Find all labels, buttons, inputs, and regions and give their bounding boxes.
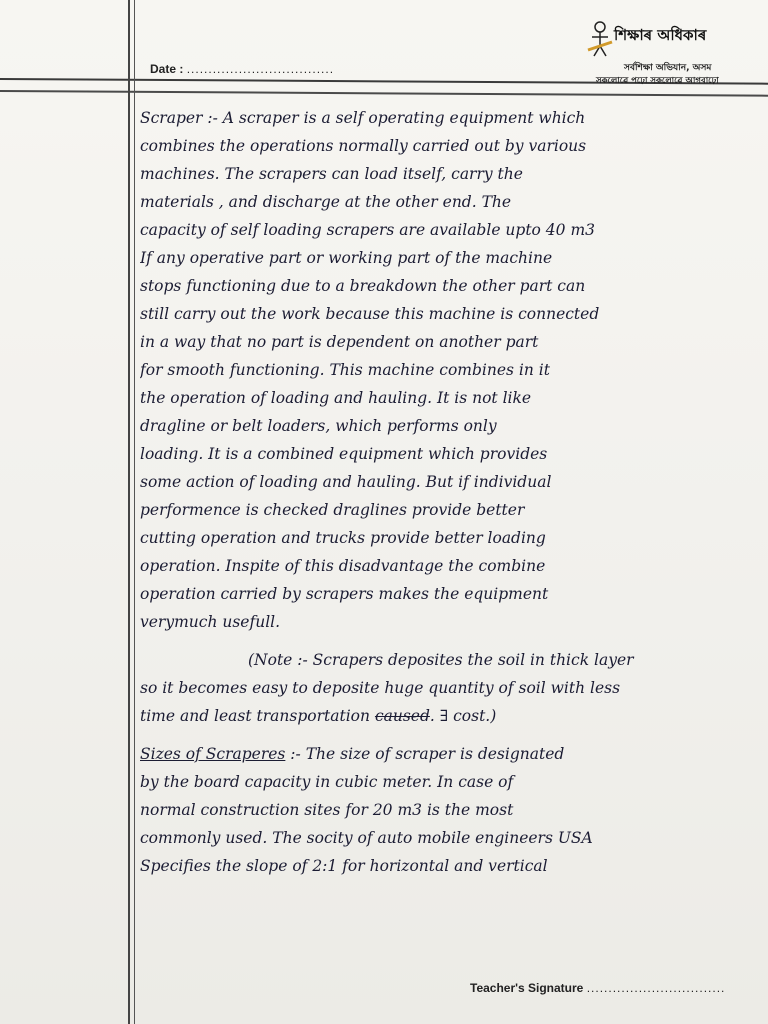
note-line: so it becomes easy to deposite huge quantity of soil with less — [140, 679, 621, 697]
text-line: cutting operation and trucks provide better loading — [140, 529, 546, 547]
sizes-line: commonly used. The socity of auto mobile engineers USA — [140, 829, 593, 847]
note-text: time and least transportation — [140, 707, 370, 725]
handwritten-notes — [140, 104, 768, 880]
signature-label: Teacher's Signature — [470, 981, 584, 995]
sizes-line: by the board capacity in cubic meter. In case of — [140, 773, 514, 791]
text-line: materials , and discharge at the other end. The — [140, 193, 512, 211]
text-line: If any operative part or working part of the machine — [140, 249, 553, 267]
note-line — [140, 702, 768, 730]
header-rule-line-2 — [0, 90, 768, 97]
text-line: combines the operations normally carried out by various — [140, 137, 587, 155]
shiksha-logo — [586, 18, 766, 88]
text-line: Scraper :- A scraper is a self operating equipment which — [140, 109, 586, 127]
text-line: capacity of self loading scrapers are available upto 40 m3 — [140, 221, 596, 239]
note-end: . ∃ cost.) — [429, 707, 497, 725]
text-line: still carry out the work because this machine is connected — [140, 305, 600, 323]
sizes-heading: Sizes of Scraperes — [140, 745, 286, 763]
text-line: verymuch usefull. — [140, 613, 281, 631]
text-line: operation carried by scrapers makes the equipment — [140, 585, 549, 603]
pencil-figure-icon — [586, 20, 616, 60]
text-line: stops functioning due to a breakdown the other part can — [140, 277, 586, 295]
text-line: performence is checked draglines provide better — [140, 501, 525, 519]
sizes-first: :- The size of scraper is designated — [285, 745, 565, 763]
text-line: for smooth functioning. This machine combines in it — [140, 361, 550, 379]
logo-title: শিক্ষাৰ অধিকাৰ — [614, 26, 707, 44]
sizes-line: Specifies the slope of 2:1 for horizontal and vertical — [140, 857, 548, 875]
text-line: operation. Inspite of this disadvantage the combine — [140, 557, 546, 575]
text-line: in a way that no part is dependent on another part — [140, 333, 539, 351]
date-dots: .................................. — [186, 62, 335, 76]
text-line: dragline or belt loaders, which performs only — [140, 417, 497, 435]
date-label: Date : — [150, 62, 184, 76]
note-line: (Note :- Scrapers deposites the soil in thick layer — [248, 651, 634, 669]
sizes-line — [140, 740, 768, 768]
teacher-signature-field — [470, 981, 725, 995]
sizes-line: normal construction sites for 20 m3 is the most — [140, 801, 514, 819]
text-line: machines. The scrapers can load itself, carry the — [140, 165, 523, 183]
logo-subtitle: সৰ্বশিক্ষা অভিযান, অসম — [624, 63, 712, 73]
text-line: the operation of loading and hauling. It is not like — [140, 389, 532, 407]
struck-word: caused — [374, 707, 430, 725]
logo-tagline: সকলোৱে পঢ়ো সকলোৱে আগবাঢ়ো — [596, 76, 719, 86]
signature-dots: ................................ — [586, 981, 726, 995]
margin-line-2 — [134, 0, 135, 1024]
margin-line — [128, 0, 130, 1024]
text-line: loading. It is a combined equipment which provides — [140, 445, 548, 463]
date-field — [150, 62, 334, 76]
text-line: some action of loading and hauling. But if individual — [140, 473, 552, 491]
